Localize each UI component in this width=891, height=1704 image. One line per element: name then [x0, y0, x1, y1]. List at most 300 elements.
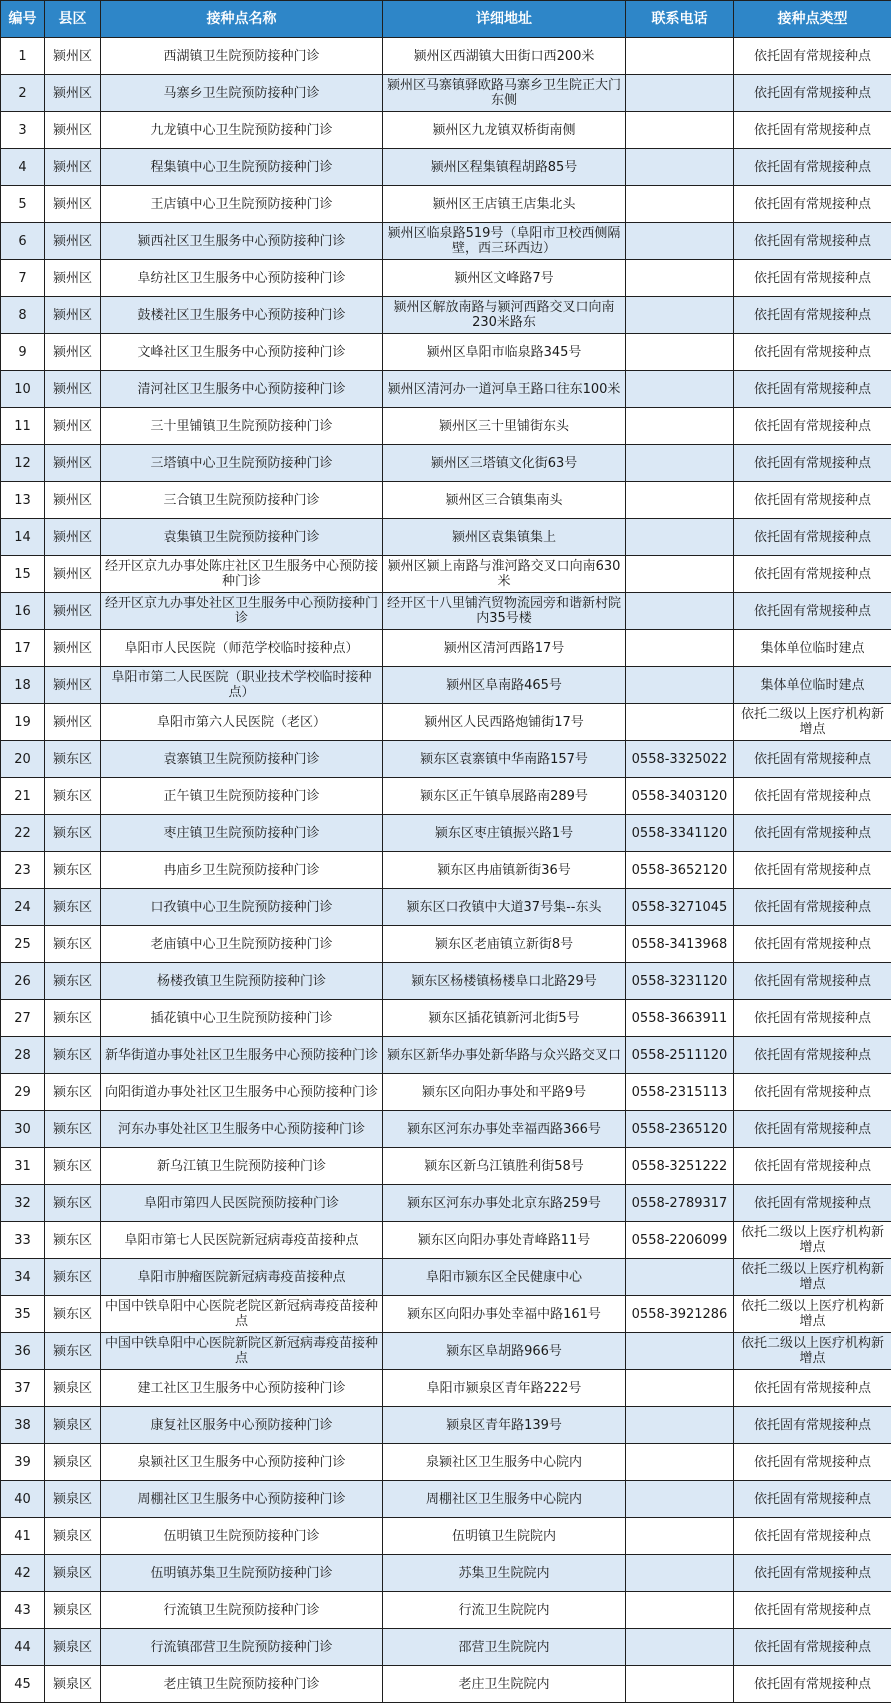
cell-district: 颍东区 — [45, 1185, 101, 1222]
cell-number: 40 — [1, 1481, 45, 1518]
table-row — [1, 1481, 891, 1518]
table-row — [1, 556, 891, 593]
cell-address: 颍东区正午镇阜展路南289号 — [383, 778, 626, 815]
cell-phone — [626, 1666, 734, 1703]
cell-site-type: 依托固有常规接种点 — [734, 852, 891, 889]
cell-site-name: 王店镇中心卫生院预防接种门诊 — [101, 186, 383, 223]
cell-phone: 0558-2511120 — [626, 1037, 734, 1074]
cell-address: 阜阳市颍东区全民健康中心 — [383, 1259, 626, 1296]
cell-number: 28 — [1, 1037, 45, 1074]
cell-site-name: 阜阳市第七人民医院新冠病毒疫苗接种点 — [101, 1222, 383, 1259]
cell-number: 16 — [1, 593, 45, 630]
cell-district: 颍州区 — [45, 667, 101, 704]
cell-number: 22 — [1, 815, 45, 852]
cell-address: 颍东区向阳办事处幸福中路161号 — [383, 1296, 626, 1333]
cell-phone: 0558-2206099 — [626, 1222, 734, 1259]
cell-address: 颍州区袁集镇集上 — [383, 519, 626, 556]
cell-phone — [626, 38, 734, 75]
cell-phone: 0558-2365120 — [626, 1111, 734, 1148]
table-row — [1, 334, 891, 371]
table-row — [1, 1222, 891, 1259]
cell-phone — [626, 223, 734, 260]
cell-site-name: 文峰社区卫生服务中心预防接种门诊 — [101, 334, 383, 371]
cell-number: 21 — [1, 778, 45, 815]
cell-number: 36 — [1, 1333, 45, 1370]
cell-address: 颍东区杨楼镇杨楼阜口北路29号 — [383, 963, 626, 1000]
cell-phone — [626, 1518, 734, 1555]
cell-district: 颍东区 — [45, 963, 101, 1000]
table-row — [1, 1444, 891, 1481]
cell-number: 44 — [1, 1629, 45, 1666]
table-row — [1, 1259, 891, 1296]
cell-site-name: 行流镇卫生院预防接种门诊 — [101, 1592, 383, 1629]
cell-phone: 0558-3403120 — [626, 778, 734, 815]
cell-number: 18 — [1, 667, 45, 704]
table-row — [1, 1185, 891, 1222]
cell-phone — [626, 1629, 734, 1666]
table-row — [1, 741, 891, 778]
cell-number: 26 — [1, 963, 45, 1000]
cell-district: 颍州区 — [45, 38, 101, 75]
cell-district: 颍东区 — [45, 1074, 101, 1111]
cell-site-type: 依托固有常规接种点 — [734, 741, 891, 778]
table-row — [1, 1296, 891, 1333]
cell-site-name: 经开区京九办事处社区卫生服务中心预防接种门诊 — [101, 593, 383, 630]
table-row — [1, 1000, 891, 1037]
cell-site-name: 周棚社区卫生服务中心预防接种门诊 — [101, 1481, 383, 1518]
cell-address: 颍州区人民西路炮铺街17号 — [383, 704, 626, 741]
cell-district: 颍东区 — [45, 815, 101, 852]
cell-address: 颍泉区青年路139号 — [383, 1407, 626, 1444]
cell-site-type: 依托固有常规接种点 — [734, 556, 891, 593]
cell-address: 颍州区三十里铺街东头 — [383, 408, 626, 445]
cell-district: 颍州区 — [45, 556, 101, 593]
table-row — [1, 1333, 891, 1370]
cell-district: 颍州区 — [45, 260, 101, 297]
cell-phone: 0558-3271045 — [626, 889, 734, 926]
cell-phone — [626, 112, 734, 149]
cell-district: 颍东区 — [45, 889, 101, 926]
cell-phone — [626, 408, 734, 445]
cell-address: 颍东区新乌江镇胜利街58号 — [383, 1148, 626, 1185]
cell-site-name: 枣庄镇卫生院预防接种门诊 — [101, 815, 383, 852]
cell-district: 颍州区 — [45, 186, 101, 223]
cell-phone — [626, 297, 734, 334]
cell-phone: 0558-3921286 — [626, 1296, 734, 1333]
cell-number: 23 — [1, 852, 45, 889]
cell-address: 颍东区阜胡路966号 — [383, 1333, 626, 1370]
cell-number: 8 — [1, 297, 45, 334]
cell-site-name: 泉颍社区卫生服务中心预防接种门诊 — [101, 1444, 383, 1481]
cell-district: 颍州区 — [45, 371, 101, 408]
cell-district: 颍东区 — [45, 1296, 101, 1333]
cell-number: 41 — [1, 1518, 45, 1555]
cell-site-type: 依托二级以上医疗机构新增点 — [734, 1296, 891, 1333]
cell-number: 33 — [1, 1222, 45, 1259]
cell-address: 颍州区解放南路与颍河西路交叉口向南230米路东 — [383, 297, 626, 334]
cell-site-name: 建工社区卫生服务中心预防接种门诊 — [101, 1370, 383, 1407]
cell-district: 颍州区 — [45, 149, 101, 186]
cell-address: 颍东区袁寨镇中华南路157号 — [383, 741, 626, 778]
cell-district: 颍泉区 — [45, 1444, 101, 1481]
cell-phone: 0558-3341120 — [626, 815, 734, 852]
cell-site-name: 阜阳市人民医院（师范学校临时接种点） — [101, 630, 383, 667]
header-row — [1, 1, 891, 38]
cell-site-type: 依托固有常规接种点 — [734, 1370, 891, 1407]
cell-number: 35 — [1, 1296, 45, 1333]
cell-phone — [626, 593, 734, 630]
cell-site-type: 依托固有常规接种点 — [734, 482, 891, 519]
cell-site-type: 依托固有常规接种点 — [734, 1518, 891, 1555]
cell-district: 颍泉区 — [45, 1407, 101, 1444]
cell-site-type: 依托固有常规接种点 — [734, 815, 891, 852]
cell-phone — [626, 1407, 734, 1444]
cell-site-name: 阜阳市第四人民医院预防接种门诊 — [101, 1185, 383, 1222]
cell-number: 39 — [1, 1444, 45, 1481]
table-row — [1, 482, 891, 519]
cell-address: 颍州区马寨镇驿欧路马寨乡卫生院正大门东侧 — [383, 75, 626, 112]
cell-site-type: 依托固有常规接种点 — [734, 778, 891, 815]
cell-address: 颍东区河东办事处幸福西路366号 — [383, 1111, 626, 1148]
cell-site-name: 新华街道办事处社区卫生服务中心预防接种门诊 — [101, 1037, 383, 1074]
table-row — [1, 297, 891, 334]
cell-phone — [626, 149, 734, 186]
cell-number: 3 — [1, 112, 45, 149]
table-row — [1, 1592, 891, 1629]
cell-phone — [626, 1592, 734, 1629]
cell-number: 30 — [1, 1111, 45, 1148]
table-row — [1, 1148, 891, 1185]
cell-address: 颍东区河东办事处北京东路259号 — [383, 1185, 626, 1222]
cell-district: 颍州区 — [45, 297, 101, 334]
table-body — [1, 38, 891, 1703]
table-row — [1, 889, 891, 926]
cell-site-name: 杨楼孜镇卫生院预防接种门诊 — [101, 963, 383, 1000]
table-row — [1, 260, 891, 297]
cell-site-type: 集体单位临时建点 — [734, 667, 891, 704]
cell-phone — [626, 1444, 734, 1481]
cell-district: 颍东区 — [45, 1037, 101, 1074]
cell-phone: 0558-3652120 — [626, 852, 734, 889]
cell-number: 29 — [1, 1074, 45, 1111]
cell-site-type: 依托二级以上医疗机构新增点 — [734, 1333, 891, 1370]
cell-number: 31 — [1, 1148, 45, 1185]
table-row — [1, 1518, 891, 1555]
cell-district: 颍泉区 — [45, 1518, 101, 1555]
table-row — [1, 408, 891, 445]
cell-address: 颍东区老庙镇立新街8号 — [383, 926, 626, 963]
cell-site-name: 袁寨镇卫生院预防接种门诊 — [101, 741, 383, 778]
cell-phone: 0558-3413968 — [626, 926, 734, 963]
cell-district: 颍东区 — [45, 778, 101, 815]
cell-site-name: 康复社区服务中心预防接种门诊 — [101, 1407, 383, 1444]
cell-site-type: 依托固有常规接种点 — [734, 1481, 891, 1518]
cell-phone — [626, 482, 734, 519]
cell-site-type: 依托固有常规接种点 — [734, 1592, 891, 1629]
cell-number: 17 — [1, 630, 45, 667]
cell-address: 颍东区口孜镇中大道37号集--东头 — [383, 889, 626, 926]
cell-site-name: 冉庙乡卫生院预防接种门诊 — [101, 852, 383, 889]
cell-phone — [626, 260, 734, 297]
cell-district: 颍泉区 — [45, 1555, 101, 1592]
cell-district: 颍泉区 — [45, 1481, 101, 1518]
cell-phone — [626, 667, 734, 704]
cell-district: 颍东区 — [45, 1148, 101, 1185]
cell-site-name: 老庙镇中心卫生院预防接种门诊 — [101, 926, 383, 963]
cell-phone — [626, 519, 734, 556]
table-row — [1, 963, 891, 1000]
table-row — [1, 778, 891, 815]
cell-district: 颍东区 — [45, 1259, 101, 1296]
cell-number: 4 — [1, 149, 45, 186]
cell-site-name: 三十里铺镇卫生院预防接种门诊 — [101, 408, 383, 445]
cell-site-name: 经开区京九办事处陈庄社区卫生服务中心预防接种门诊 — [101, 556, 383, 593]
cell-site-type: 依托固有常规接种点 — [734, 38, 891, 75]
cell-address: 周棚社区卫生服务中心院内 — [383, 1481, 626, 1518]
cell-site-name: 行流镇邵营卫生院预防接种门诊 — [101, 1629, 383, 1666]
cell-district: 颍州区 — [45, 408, 101, 445]
table-row — [1, 223, 891, 260]
cell-district: 颍州区 — [45, 112, 101, 149]
cell-number: 6 — [1, 223, 45, 260]
cell-number: 45 — [1, 1666, 45, 1703]
cell-site-name: 颍西社区卫生服务中心预防接种门诊 — [101, 223, 383, 260]
cell-address: 颍州区王店镇王店集北头 — [383, 186, 626, 223]
cell-district: 颍东区 — [45, 852, 101, 889]
cell-number: 1 — [1, 38, 45, 75]
table-row — [1, 112, 891, 149]
table-row — [1, 186, 891, 223]
cell-site-type: 依托二级以上医疗机构新增点 — [734, 1222, 891, 1259]
cell-phone — [626, 704, 734, 741]
cell-address: 颍东区插花镇新河北街5号 — [383, 1000, 626, 1037]
table-row — [1, 1666, 891, 1703]
cell-site-type: 依托固有常规接种点 — [734, 1444, 891, 1481]
table-row — [1, 1370, 891, 1407]
cell-address: 颍州区程集镇程胡路85号 — [383, 149, 626, 186]
cell-site-name: 向阳街道办事处社区卫生服务中心预防接种门诊 — [101, 1074, 383, 1111]
cell-phone: 0558-3251222 — [626, 1148, 734, 1185]
cell-phone: 0558-3663911 — [626, 1000, 734, 1037]
cell-site-type: 依托固有常规接种点 — [734, 1185, 891, 1222]
cell-number: 15 — [1, 556, 45, 593]
cell-site-type: 依托固有常规接种点 — [734, 963, 891, 1000]
cell-address: 颍州区九龙镇双桥街南侧 — [383, 112, 626, 149]
cell-site-type: 集体单位临时建点 — [734, 630, 891, 667]
cell-site-type: 依托固有常规接种点 — [734, 260, 891, 297]
cell-address: 行流卫生院院内 — [383, 1592, 626, 1629]
cell-district: 颍州区 — [45, 519, 101, 556]
table-row — [1, 38, 891, 75]
cell-number: 38 — [1, 1407, 45, 1444]
cell-site-type: 依托固有常规接种点 — [734, 1666, 891, 1703]
cell-number: 14 — [1, 519, 45, 556]
cell-phone: 0558-2789317 — [626, 1185, 734, 1222]
cell-site-name: 伍明镇卫生院预防接种门诊 — [101, 1518, 383, 1555]
cell-site-name: 阜阳市肿瘤医院新冠病毒疫苗接种点 — [101, 1259, 383, 1296]
header-district: 县区 — [45, 1, 101, 38]
cell-district: 颍州区 — [45, 334, 101, 371]
cell-number: 37 — [1, 1370, 45, 1407]
cell-district: 颍东区 — [45, 926, 101, 963]
cell-phone — [626, 75, 734, 112]
cell-site-name: 马寨乡卫生院预防接种门诊 — [101, 75, 383, 112]
table-row — [1, 445, 891, 482]
cell-district: 颍东区 — [45, 1000, 101, 1037]
cell-address: 颍州区阜阳市临泉路345号 — [383, 334, 626, 371]
cell-site-name: 新乌江镇卫生院预防接种门诊 — [101, 1148, 383, 1185]
cell-number: 2 — [1, 75, 45, 112]
cell-address: 颍州区临泉路519号（阜阳市卫校西侧隔壁，西三环西边） — [383, 223, 626, 260]
cell-site-type: 依托固有常规接种点 — [734, 149, 891, 186]
cell-site-name: 中国中铁阜阳中心医院老院区新冠病毒疫苗接种点 — [101, 1296, 383, 1333]
cell-district: 颍东区 — [45, 741, 101, 778]
cell-site-type: 依托固有常规接种点 — [734, 186, 891, 223]
cell-phone — [626, 1370, 734, 1407]
cell-phone — [626, 556, 734, 593]
cell-number: 34 — [1, 1259, 45, 1296]
cell-phone: 0558-2315113 — [626, 1074, 734, 1111]
cell-phone — [626, 334, 734, 371]
table-row — [1, 1111, 891, 1148]
cell-site-name: 三塔镇中心卫生院预防接种门诊 — [101, 445, 383, 482]
cell-number: 32 — [1, 1185, 45, 1222]
cell-phone — [626, 1481, 734, 1518]
cell-address: 颍东区冉庙镇新街36号 — [383, 852, 626, 889]
cell-number: 19 — [1, 704, 45, 741]
table-row — [1, 519, 891, 556]
cell-number: 43 — [1, 1592, 45, 1629]
cell-number: 24 — [1, 889, 45, 926]
cell-address: 颍州区阜南路465号 — [383, 667, 626, 704]
cell-site-name: 插花镇中心卫生院预防接种门诊 — [101, 1000, 383, 1037]
cell-address: 颍州区清河西路17号 — [383, 630, 626, 667]
cell-address: 颍州区西湖镇大田街口西200米 — [383, 38, 626, 75]
cell-site-type: 依托固有常规接种点 — [734, 1629, 891, 1666]
header-site-type: 接种点类型 — [734, 1, 891, 38]
cell-address: 颍州区文峰路7号 — [383, 260, 626, 297]
cell-number: 25 — [1, 926, 45, 963]
cell-site-type: 依托固有常规接种点 — [734, 371, 891, 408]
cell-site-type: 依托固有常规接种点 — [734, 408, 891, 445]
cell-address: 伍明镇卫生院院内 — [383, 1518, 626, 1555]
cell-address: 颍东区新华办事处新华路与众兴路交叉口 — [383, 1037, 626, 1074]
cell-site-name: 阜阳市第二人民医院（职业技术学校临时接种点） — [101, 667, 383, 704]
cell-phone — [626, 1555, 734, 1592]
cell-site-type: 依托固有常规接种点 — [734, 223, 891, 260]
cell-phone — [626, 371, 734, 408]
cell-phone — [626, 1259, 734, 1296]
cell-site-name: 阜纺社区卫生服务中心预防接种门诊 — [101, 260, 383, 297]
cell-address: 老庄卫生院院内 — [383, 1666, 626, 1703]
cell-site-name: 中国中铁阜阳中心医院新院区新冠病毒疫苗接种点 — [101, 1333, 383, 1370]
cell-district: 颍州区 — [45, 445, 101, 482]
cell-number: 9 — [1, 334, 45, 371]
cell-address: 泉颍社区卫生服务中心院内 — [383, 1444, 626, 1481]
table-row — [1, 75, 891, 112]
cell-number: 13 — [1, 482, 45, 519]
cell-site-type: 依托固有常规接种点 — [734, 1407, 891, 1444]
cell-site-name: 阜阳市第六人民医院（老区） — [101, 704, 383, 741]
cell-site-type: 依托固有常规接种点 — [734, 593, 891, 630]
cell-site-type: 依托固有常规接种点 — [734, 1111, 891, 1148]
cell-number: 11 — [1, 408, 45, 445]
cell-site-name: 九龙镇中心卫生院预防接种门诊 — [101, 112, 383, 149]
cell-site-type: 依托二级以上医疗机构新增点 — [734, 704, 891, 741]
cell-site-type: 依托固有常规接种点 — [734, 112, 891, 149]
cell-district: 颍泉区 — [45, 1629, 101, 1666]
cell-district: 颍泉区 — [45, 1666, 101, 1703]
cell-site-type: 依托固有常规接种点 — [734, 926, 891, 963]
cell-site-type: 依托固有常规接种点 — [734, 1148, 891, 1185]
cell-phone — [626, 1333, 734, 1370]
cell-address: 阜阳市颍泉区青年路222号 — [383, 1370, 626, 1407]
cell-district: 颍州区 — [45, 223, 101, 260]
cell-site-type: 依托固有常规接种点 — [734, 334, 891, 371]
header-phone: 联系电话 — [626, 1, 734, 38]
table-row — [1, 1555, 891, 1592]
cell-number: 7 — [1, 260, 45, 297]
cell-number: 42 — [1, 1555, 45, 1592]
cell-site-name: 程集镇中心卫生院预防接种门诊 — [101, 149, 383, 186]
cell-address: 颍东区枣庄镇振兴路1号 — [383, 815, 626, 852]
cell-district: 颍泉区 — [45, 1370, 101, 1407]
cell-number: 10 — [1, 371, 45, 408]
table-row — [1, 704, 891, 741]
table-row — [1, 815, 891, 852]
cell-address: 颍东区向阳办事处青峰路11号 — [383, 1222, 626, 1259]
cell-site-type: 依托固有常规接种点 — [734, 1037, 891, 1074]
cell-site-type: 依托固有常规接种点 — [734, 445, 891, 482]
cell-site-type: 依托固有常规接种点 — [734, 1074, 891, 1111]
table-row — [1, 926, 891, 963]
cell-number: 12 — [1, 445, 45, 482]
cell-number: 27 — [1, 1000, 45, 1037]
cell-phone: 0558-3325022 — [626, 741, 734, 778]
cell-site-name: 西湖镇卫生院预防接种门诊 — [101, 38, 383, 75]
cell-site-type: 依托固有常规接种点 — [734, 1000, 891, 1037]
cell-district: 颍东区 — [45, 1222, 101, 1259]
cell-address: 苏集卫生院院内 — [383, 1555, 626, 1592]
cell-site-type: 依托二级以上医疗机构新增点 — [734, 1259, 891, 1296]
cell-site-name: 河东办事处社区卫生服务中心预防接种门诊 — [101, 1111, 383, 1148]
cell-phone — [626, 445, 734, 482]
cell-site-name: 清河社区卫生服务中心预防接种门诊 — [101, 371, 383, 408]
table-row — [1, 1407, 891, 1444]
cell-site-type: 依托固有常规接种点 — [734, 889, 891, 926]
cell-district: 颍州区 — [45, 593, 101, 630]
header-address: 详细地址 — [383, 1, 626, 38]
cell-site-name: 老庄镇卫生院预防接种门诊 — [101, 1666, 383, 1703]
cell-site-name: 正午镇卫生院预防接种门诊 — [101, 778, 383, 815]
header-number: 编号 — [1, 1, 45, 38]
cell-phone — [626, 186, 734, 223]
table-row — [1, 149, 891, 186]
cell-number: 5 — [1, 186, 45, 223]
cell-district: 颍州区 — [45, 75, 101, 112]
cell-site-name: 伍明镇苏集卫生院预防接种门诊 — [101, 1555, 383, 1592]
cell-address: 颍州区颍上南路与淮河路交叉口向南630米 — [383, 556, 626, 593]
cell-address: 邵营卫生院院内 — [383, 1629, 626, 1666]
cell-site-name: 三合镇卫生院预防接种门诊 — [101, 482, 383, 519]
cell-phone: 0558-3231120 — [626, 963, 734, 1000]
cell-site-name: 袁集镇卫生院预防接种门诊 — [101, 519, 383, 556]
cell-district: 颍东区 — [45, 1333, 101, 1370]
cell-address: 颍州区三塔镇文化街63号 — [383, 445, 626, 482]
cell-address: 颍东区向阳办事处和平路9号 — [383, 1074, 626, 1111]
table-row — [1, 630, 891, 667]
cell-site-type: 依托固有常规接种点 — [734, 75, 891, 112]
